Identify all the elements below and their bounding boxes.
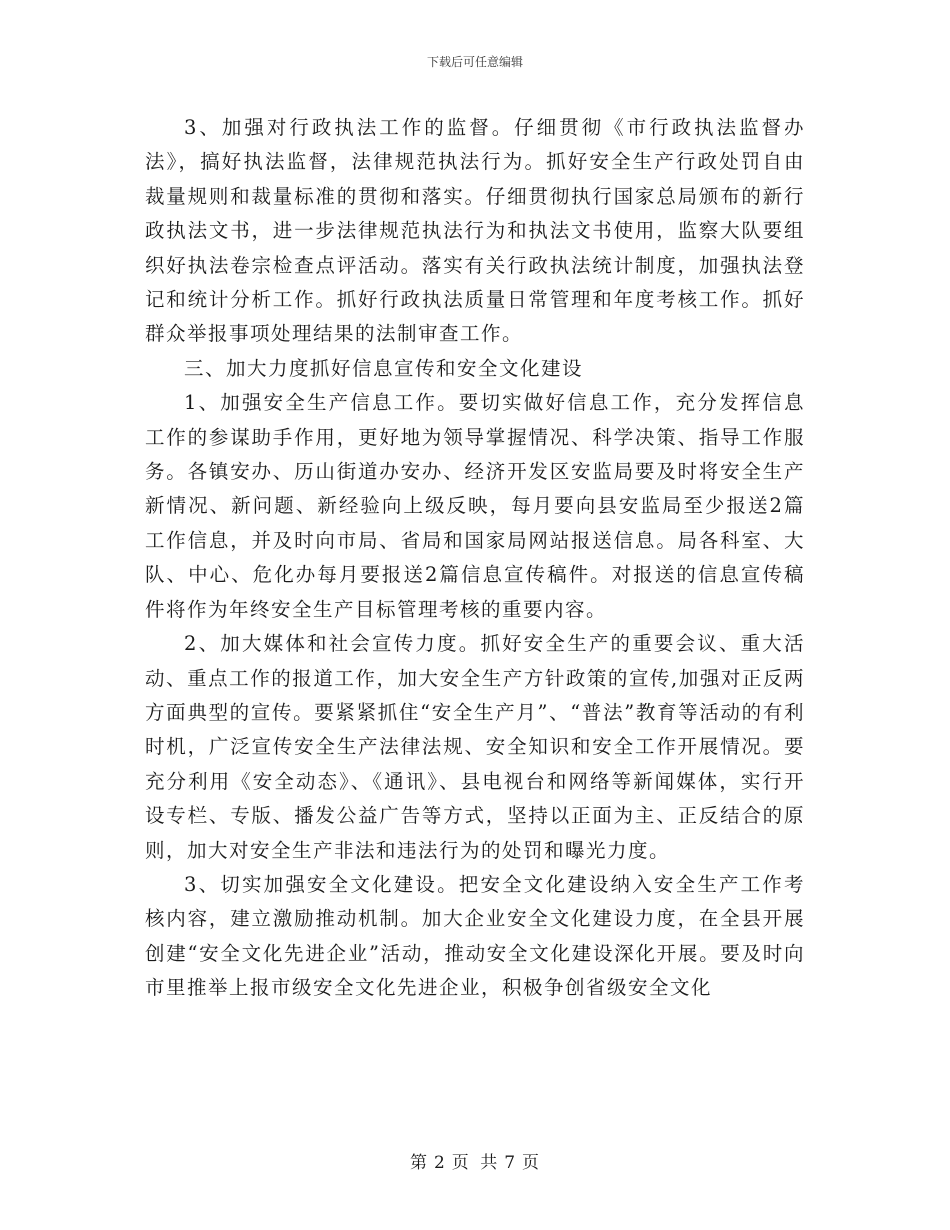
footer-prefix: 第 (409, 1153, 428, 1173)
document-body (145, 111, 805, 1006)
paragraph-information-work: 1、加强安全生产信息工作。要切实做好信息工作，充分发挥信息工作的参谋助手作用，更好地为领导掌握情况、科学决策、指导工作服务。各镇安办、历山街道办安办、经济开发区安监局要及时将安全生产新情况、新问题、新经验向上级反映，每月要向县安监局至少报送2篇工作信息，并及时向市局、省局和国家局网站报送信息。局各科室、大队、中心、危化办每月要报送2篇信息宣传稿件。对报送的信息宣传稿件将作为年终安全生产目标管理考核的重要内容。 (145, 391, 805, 621)
page-footer (0, 1152, 950, 1174)
footer-middle: 页 共 (451, 1153, 499, 1173)
section-heading-three: 三、加大力度抓好信息宣传和安全文化建设 (184, 356, 584, 380)
paragraph-safety-culture: 3、切实加强安全文化建设。把安全文化建设纳入安全生产工作考核内容，建立激励推动机制。加大企业安全文化建设力度，在全县开展创建“安全文化先进企业”活动，推动安全文化建设深化开展。要及时向市里推举上报市级安全文化先进企业，积极争创省级安全文化 (145, 872, 805, 1000)
header-text: 下载后可任意编辑 (426, 55, 523, 69)
page-header (0, 54, 950, 70)
paragraph-supervision: 3、加强对行政执法工作的监督。仔细贯彻《市行政执法监督办法》，搞好执法监督，法律规范执法行为。抓好安全生产行政处罚自由裁量规则和裁量标准的贯彻和落实。仔细贯彻执行国家总局颁布的新行政执法文书，进一步法律规范执法行为和执法文书使用，监察大队要组织好执法卷宗检查点评活动。落实有关行政执法统计制度，加强执法登记和统计分析工作。抓好行政执法质量日常管理和年度考核工作。抓好群众举报事项处理结果的法制审查工作。 (145, 116, 805, 346)
footer-suffix: 页 (522, 1153, 541, 1173)
paragraph-media-publicity: 2、加大媒体和社会宣传力度。抓好安全生产的重要会议、重大活动、重点工作的报道工作，加大安全生产方针政策的宣传,加强对正反两方面典型的宣传。要紧紧抓住“安全生产月”、“普法”教育等活动的有利时机，广泛宣传安全生产法律法规、安全知识和安全工作开展情况。要充分利用《安全动态》、《通讯》、县电视台和网络等新闻媒体，实行开设专栏、专版、播发公益广告等方式，坚持以正面为主、正反结合的原则，加大对安全生产非法和违法行为的处罚和曝光力度。 (145, 632, 805, 862)
footer-total-pages: 7 (504, 1153, 517, 1173)
footer-current-page: 2 (433, 1153, 446, 1173)
